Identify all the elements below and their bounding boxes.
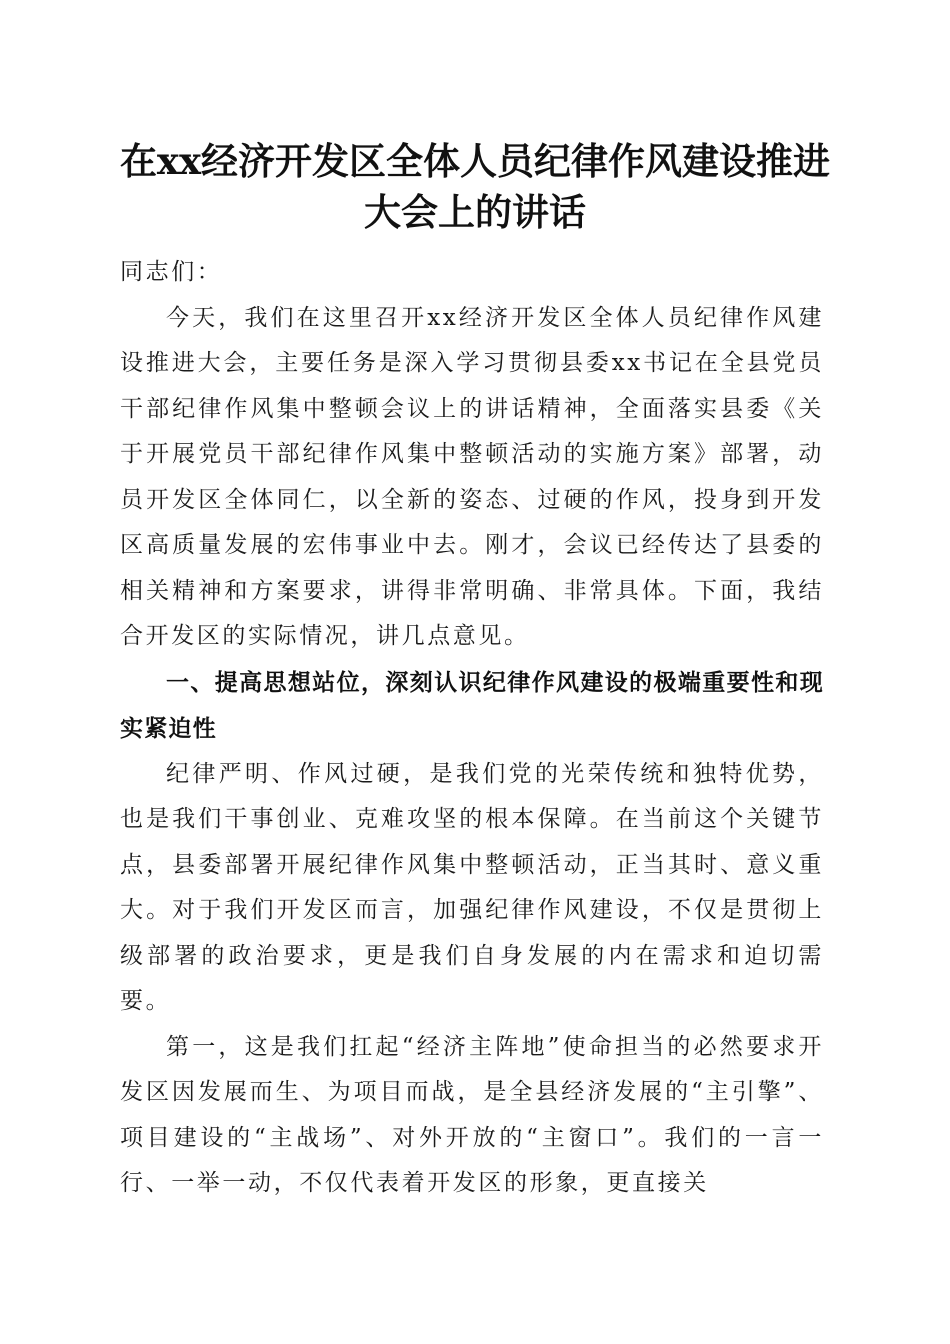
paragraph-intro: 今天，我们在这里召开xx经济开发区全体人员纪律作风建设推进大会，主要任务是深入学习贯彻县委xx书记在全县党员干部纪律作风集中整顿会议上的讲话精神，全面落实县委《关于开展党员干部纪律作风集中整顿活动的实施方案》部署，动员开发区全体同仁，以全新的姿态、过硬的作风，投身到开发区高质量发展的宏伟事业中去。刚才，会议已经传达了县委的相关精神和方案要求，讲得非常明确、非常具体。下面，我结合开发区的实际情况，讲几点意见。 [120, 304, 824, 649]
paragraph-point-1: 第一，这是我们扛起“经济主阵地”使命担当的必然要求开发区因发展而生、为项目而战，是全县经济发展的“主引擎”、项目建设的“主战场”、对外开放的“主窗口”。我们的一言一行、一举一动，不仅代表着开发区的形象，更直接关 [120, 1033, 824, 1196]
section-heading-1: 一、提高思想站位，深刻认识纪律作风建设的极端重要性和现实紧迫性 [120, 669, 824, 742]
salutation: 同志们： [120, 259, 223, 285]
paragraph-section-1: 纪律严明、作风过硬，是我们党的光荣传统和独特优势，也是我们干事创业、克难攻坚的根本保障。在当前这个关键节点，县委部署开展纪律作风集中整顿活动，正当其时、意义重大。对于我们开发区而言，加强纪律作风建设，不仅是贯彻上级部署的政治要求，更是我们自身发展的内在需求和迫切需要。 [120, 760, 824, 1014]
document-body [120, 250, 824, 1207]
document-title: 在xx经济开发区全体人员纪律作风建设推进大会上的讲话 [119, 139, 831, 234]
